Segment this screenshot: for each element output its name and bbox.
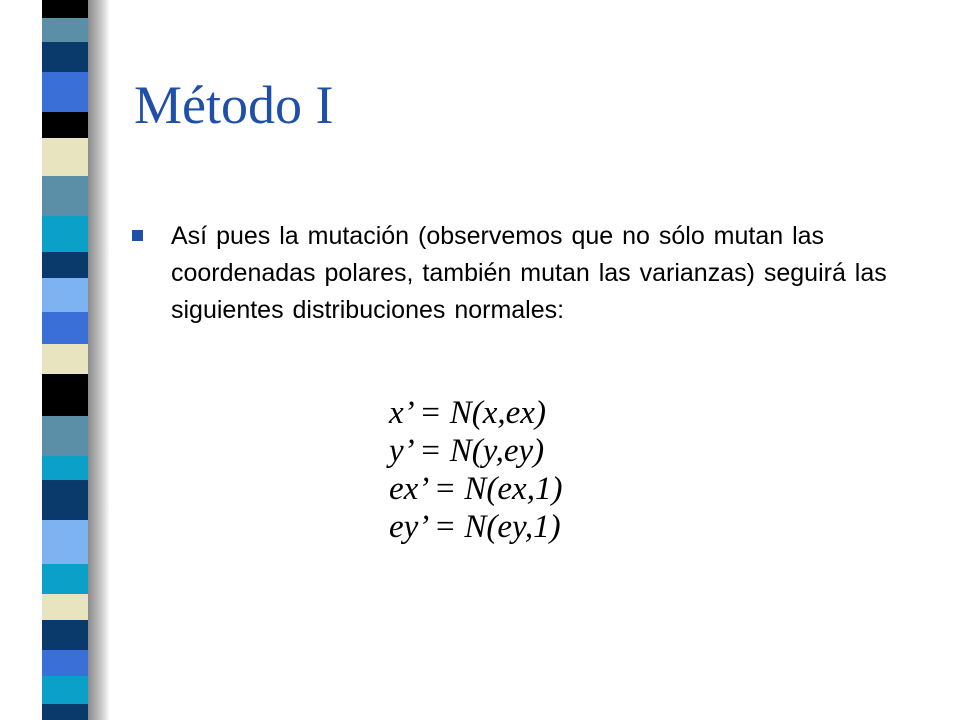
bullet-item bbox=[132, 218, 902, 329]
formula-y: y’ = N(y,ey) bbox=[389, 433, 545, 469]
stripe-band bbox=[42, 216, 88, 252]
formula-block bbox=[389, 394, 562, 546]
stripe-band bbox=[42, 252, 88, 278]
stripe-column bbox=[42, 0, 88, 720]
stripe-band bbox=[42, 650, 88, 676]
stripe-band bbox=[42, 312, 88, 344]
stripe-band bbox=[42, 620, 88, 650]
square-bullet-icon bbox=[132, 230, 143, 241]
stripe-band bbox=[42, 0, 88, 18]
stripe-band bbox=[42, 344, 88, 374]
stripe-band bbox=[42, 704, 88, 720]
slide-title: Método I bbox=[134, 75, 334, 135]
stripe-band bbox=[42, 676, 88, 704]
decorative-stripe-bar bbox=[0, 0, 112, 720]
formula-ex: ex’ = N(ex,1) bbox=[389, 471, 563, 507]
formula-x: x’ = N(x,ex) bbox=[389, 395, 546, 431]
stripe-band bbox=[42, 18, 88, 42]
stripe-shadow bbox=[88, 0, 110, 720]
stripe-band bbox=[42, 416, 88, 456]
stripe-band bbox=[42, 138, 88, 176]
stripe-band bbox=[42, 72, 88, 112]
stripe-band bbox=[42, 176, 88, 184]
stripe-band bbox=[42, 594, 88, 620]
bullet-text: Así pues la mutación (observemos que no sólo mutan las coordenadas polares, también mutan las varianzas) seguirá las siguientes distribuciones normales: bbox=[171, 222, 887, 324]
stripe-band bbox=[42, 564, 88, 594]
stripe-band bbox=[42, 112, 88, 138]
stripe-band bbox=[42, 374, 88, 416]
stripe-band bbox=[42, 520, 88, 564]
stripe-band bbox=[42, 278, 88, 312]
stripe-band bbox=[42, 42, 88, 72]
formula-ey: ey’ = N(ey,1) bbox=[389, 509, 561, 545]
stripe-band bbox=[42, 480, 88, 520]
stripe-band bbox=[42, 456, 88, 480]
stripe-band bbox=[42, 184, 88, 216]
